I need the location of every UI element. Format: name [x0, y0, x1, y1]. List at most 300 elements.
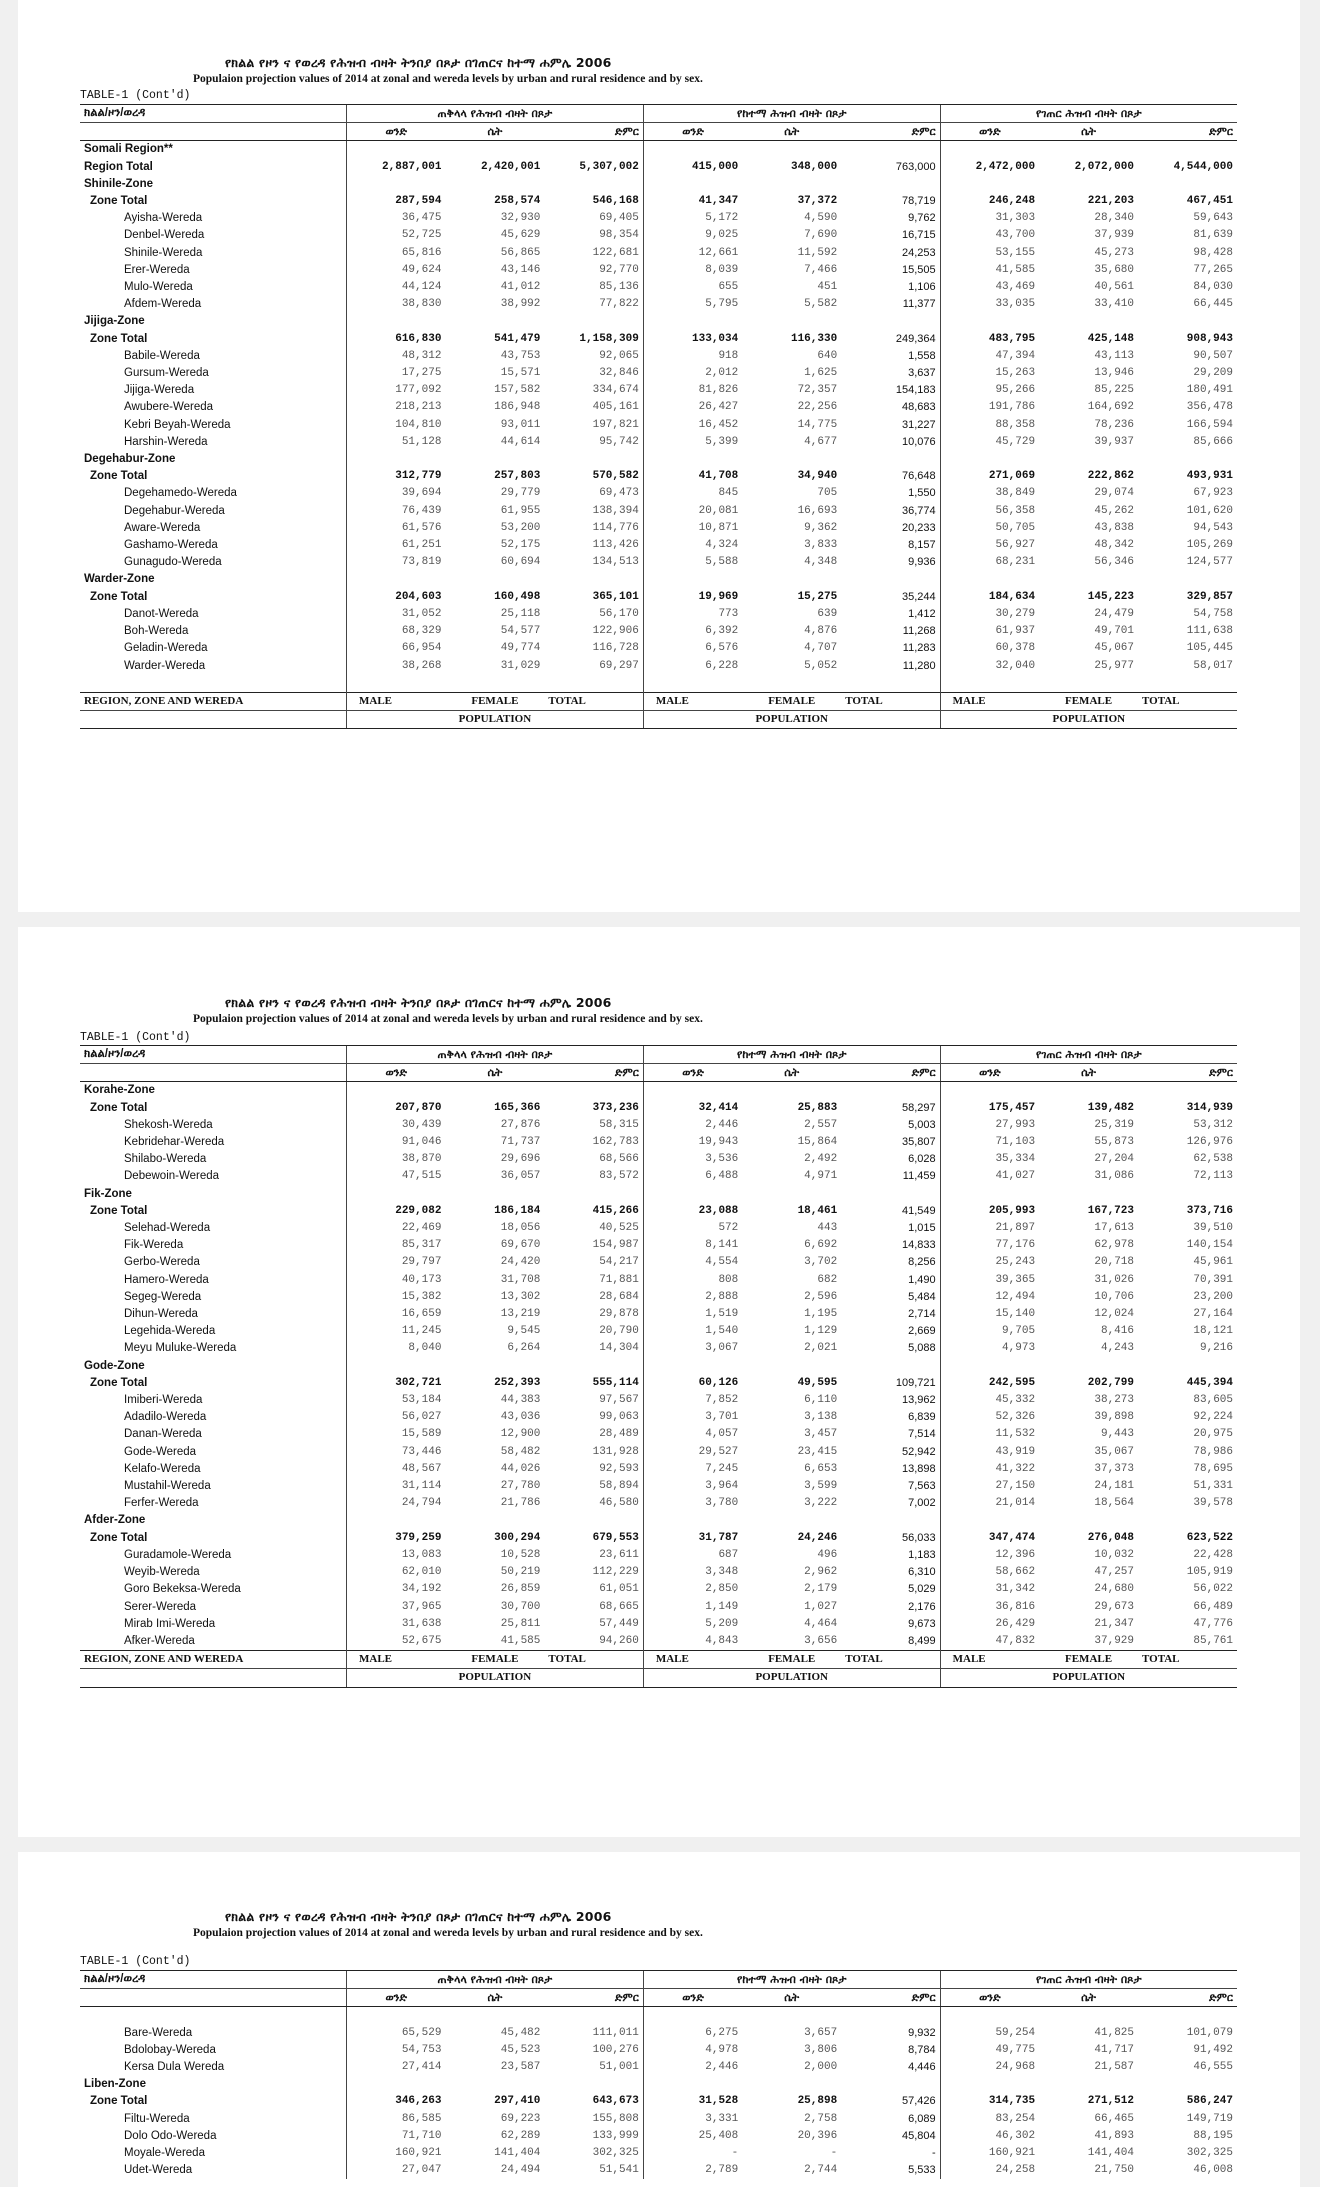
value-cell: 32,846	[599, 367, 639, 380]
value-cell	[643, 1186, 742, 1203]
row-name: Legehida-Wereda	[124, 1325, 216, 1338]
footer-population: POPULATION	[347, 711, 644, 729]
value-cell: 77,822	[599, 298, 639, 311]
value-cell: 1,027	[804, 1600, 838, 1613]
value-cell: 6,228	[643, 658, 742, 675]
value-cell: 271,512	[1087, 2095, 1134, 2108]
value-cell: 58,297	[901, 1101, 936, 1114]
value-cell: 918	[643, 348, 742, 365]
footer-female: FEMALE	[742, 1651, 841, 1669]
value-cell: 25,883	[797, 1101, 838, 1114]
value-cell: 2,072,000	[1074, 160, 1134, 173]
value-cell: 49,774	[500, 642, 541, 655]
spacer-row	[80, 675, 1237, 693]
value-cell: 7,245	[643, 1461, 742, 1478]
value-cell	[1138, 675, 1237, 693]
value-cell	[1138, 2007, 1237, 2025]
value-cell	[544, 1186, 643, 1203]
value-cell: 19,969	[643, 589, 742, 606]
value-cell: 8,141	[643, 1237, 742, 1254]
value-cell: -	[830, 2147, 838, 2160]
value-cell: 8,784	[908, 2043, 936, 2056]
table-header-groups	[80, 1971, 1237, 1989]
value-cell: 56,170	[599, 607, 639, 620]
value-cell: 2,714	[908, 1308, 936, 1321]
value-cell	[1138, 571, 1237, 588]
total-row	[80, 1375, 1237, 1392]
value-cell: 12,494	[940, 1289, 1039, 1306]
value-cell: 555,114	[592, 1376, 639, 1389]
footer-total: TOTAL	[841, 692, 940, 710]
value-cell: 33,035	[940, 296, 1039, 313]
value-cell: 246,248	[940, 193, 1039, 210]
value-cell: 27,876	[500, 1118, 541, 1131]
value-cell: 45,332	[940, 1392, 1039, 1409]
table-row	[80, 1254, 1237, 1271]
value-cell: 24,420	[500, 1256, 541, 1269]
value-cell: 257,803	[494, 470, 541, 483]
value-cell	[347, 176, 446, 193]
value-cell	[742, 451, 841, 468]
column-header-total: ድምር	[544, 1064, 643, 1082]
value-cell: 1,550	[908, 487, 936, 500]
value-cell: 77,176	[940, 1237, 1039, 1254]
value-cell: 105,919	[1186, 1566, 1233, 1579]
table-row	[80, 2059, 1237, 2076]
value-cell: 37,372	[797, 195, 838, 208]
value-cell: 623,522	[1186, 1531, 1233, 1544]
value-cell	[940, 571, 1039, 588]
value-cell: 56,865	[500, 246, 541, 259]
value-cell: 229,082	[347, 1203, 446, 1220]
column-header-male: ወንድ	[643, 1989, 742, 2007]
value-cell: 4,554	[643, 1254, 742, 1271]
value-cell: 249,364	[895, 332, 936, 345]
value-cell: 111,638	[1186, 625, 1233, 638]
value-cell: 31,114	[347, 1478, 446, 1495]
value-cell: 30,700	[500, 1600, 541, 1613]
row-name: Fik-Zone	[84, 1187, 132, 1200]
table-row	[80, 348, 1237, 365]
value-cell: 65,816	[347, 245, 446, 262]
page-title-english: Populaion projection values of 2014 at zonal and wereda levels by urban and rural residence and by sex.	[193, 1927, 703, 1939]
value-cell: 43,919	[940, 1444, 1039, 1461]
table-row	[80, 399, 1237, 416]
row-name: Zone Total	[90, 1204, 148, 1217]
value-cell: 109,721	[895, 1376, 936, 1389]
value-cell: 52,326	[940, 1409, 1039, 1426]
table-row	[80, 262, 1237, 279]
value-cell: 46,555	[1193, 2061, 1233, 2073]
value-cell: 69,297	[599, 659, 639, 672]
row-name: Geladin-Wereda	[124, 642, 208, 655]
value-cell: 2,744	[804, 2164, 838, 2177]
value-cell	[643, 451, 742, 468]
value-cell: 908,943	[1186, 332, 1233, 345]
value-cell: 43,753	[500, 349, 541, 362]
value-cell: 202,799	[1087, 1376, 1134, 1389]
value-cell: 78,719	[901, 195, 936, 208]
row-name: Serer-Wereda	[124, 1600, 197, 1613]
value-cell: 68,566	[599, 1153, 639, 1166]
value-cell: 31,638	[347, 1616, 446, 1633]
table-row	[80, 658, 1237, 675]
value-cell: 93,011	[500, 418, 541, 431]
value-cell: 22,428	[1193, 1548, 1233, 1561]
value-cell: 6,653	[804, 1462, 838, 1475]
table-row	[80, 434, 1237, 451]
footer-male: MALE	[347, 692, 446, 710]
table-row	[80, 1237, 1237, 1254]
value-cell: 36,475	[347, 210, 446, 227]
column-header-female: ሴት	[1039, 1989, 1138, 2007]
table-row	[80, 520, 1237, 537]
total-row	[80, 159, 1237, 176]
value-cell	[643, 571, 742, 588]
value-cell: 20,975	[1193, 1428, 1233, 1441]
column-header-male: ወንድ	[347, 1064, 446, 1082]
value-cell: 13,219	[500, 1308, 541, 1321]
value-cell: 1,625	[804, 367, 838, 380]
row-name: Zone Total	[90, 1376, 148, 1389]
value-cell: 56,346	[1094, 556, 1134, 569]
value-cell: 155,808	[592, 2112, 639, 2125]
column-header-female: ሴት	[445, 1064, 544, 1082]
value-cell: 2,596	[804, 1290, 838, 1303]
value-cell: 6,089	[908, 2112, 936, 2125]
page-title-english: Populaion projection values of 2014 at zonal and wereda levels by urban and rural residence and by sex.	[193, 73, 703, 85]
column-group-urban: የከተማ ሕዝብ ብዛት በጾታ	[643, 1971, 940, 1989]
value-cell: 48,342	[1094, 539, 1134, 552]
value-cell: 2,669	[908, 1325, 936, 1338]
row-name: Shinile-Wereda	[124, 246, 203, 259]
value-cell: 66,445	[1193, 298, 1233, 311]
value-cell: 20,396	[797, 2129, 838, 2142]
footer-female: FEMALE	[445, 692, 544, 710]
value-cell: 191,786	[940, 399, 1039, 416]
row-name: Danot-Wereda	[124, 607, 199, 620]
column-header-total: ድምር	[544, 123, 643, 141]
value-cell	[742, 1186, 841, 1203]
value-cell: 43,700	[940, 227, 1039, 244]
value-cell: 138,394	[592, 504, 639, 517]
value-cell	[841, 1358, 940, 1375]
page-title-amharic: የክልል የዞን ና የወረዳ የሕዝብ ብዛት ትንበያ በጾታ በገጠርና ከተማ ሐምሌ 2006	[225, 995, 612, 1010]
value-cell: 62,538	[1193, 1153, 1233, 1166]
value-cell: 13,962	[901, 1394, 936, 1407]
value-cell: 7,852	[643, 1392, 742, 1409]
footer-male: MALE	[940, 1651, 1039, 1669]
value-cell	[940, 141, 1039, 159]
value-cell: 43,036	[500, 1411, 541, 1424]
value-cell: 39,937	[1094, 435, 1134, 448]
value-cell: 25,118	[500, 607, 541, 620]
value-cell	[742, 1512, 841, 1529]
value-cell	[1039, 1358, 1138, 1375]
value-cell: 18,564	[1094, 1497, 1134, 1510]
value-cell: 4,978	[643, 2042, 742, 2059]
value-cell: 27,414	[347, 2059, 446, 2076]
column-header-region: ክልል/ዞን/ወረዳ	[80, 105, 347, 123]
value-cell	[1138, 1512, 1237, 1529]
value-cell: 31,303	[940, 210, 1039, 227]
value-cell: 52,675	[347, 1633, 446, 1651]
column-group-urban: የከተማ ሕዝብ ብዛት በጾታ	[643, 105, 940, 123]
row-name: Degehamedo-Wereda	[124, 487, 237, 500]
population-table	[80, 1970, 1237, 2179]
value-cell: 11,592	[797, 246, 838, 259]
column-header-female: ሴት	[1039, 123, 1138, 141]
value-cell: 38,830	[347, 296, 446, 313]
value-cell: 40,561	[1094, 281, 1134, 294]
value-cell: 15,864	[797, 1136, 838, 1149]
value-cell: 5,533	[908, 2164, 936, 2177]
value-cell: 10,032	[1094, 1548, 1134, 1561]
column-group-urban: የከተማ ሕዝብ ብዛት በጾታ	[643, 1046, 940, 1064]
value-cell: 62,010	[347, 1564, 446, 1581]
value-cell: 78,695	[1193, 1462, 1233, 1475]
value-cell: 45,629	[500, 229, 541, 242]
value-cell	[1039, 571, 1138, 588]
value-cell	[841, 2007, 940, 2025]
value-cell	[347, 2007, 446, 2025]
value-cell: 546,168	[592, 195, 639, 208]
value-cell: 222,862	[1087, 470, 1134, 483]
value-cell: 29,209	[1193, 367, 1233, 380]
value-cell: 58,894	[599, 1480, 639, 1493]
value-cell: 84,030	[1193, 281, 1233, 294]
value-cell: 88,195	[1193, 2129, 1233, 2142]
value-cell: 13,946	[1094, 367, 1134, 380]
value-cell: 3,536	[643, 1151, 742, 1168]
table-row	[80, 1272, 1237, 1289]
value-cell: 124,577	[1186, 556, 1233, 569]
value-cell: 45,523	[500, 2043, 541, 2056]
value-cell	[940, 1186, 1039, 1203]
value-cell: 639	[817, 607, 838, 620]
value-cell: 160,921	[940, 2145, 1039, 2162]
page-title-english: Populaion projection values of 2014 at zonal and wereda levels by urban and rural residence and by sex.	[193, 1013, 703, 1025]
value-cell: 242,595	[940, 1375, 1039, 1392]
value-cell: 4,876	[804, 625, 838, 638]
value-cell: 61,251	[347, 537, 446, 554]
value-cell: 24,494	[500, 2164, 541, 2177]
value-cell	[544, 675, 643, 693]
value-cell: 22,469	[347, 1220, 446, 1237]
value-cell: 2,179	[804, 1583, 838, 1596]
row-name: Aware-Wereda	[124, 521, 201, 534]
value-cell: 3,964	[643, 1478, 742, 1495]
value-cell: 5,307,002	[579, 160, 639, 173]
value-cell: 2,000	[804, 2061, 838, 2073]
value-cell	[643, 141, 742, 159]
value-cell: 51,331	[1193, 1480, 1233, 1493]
value-cell: 541,479	[494, 332, 541, 345]
row-name: Kebridehar-Wereda	[124, 1136, 225, 1149]
value-cell	[445, 1512, 544, 1529]
value-cell: 8,416	[1100, 1325, 1134, 1338]
value-cell: 21,750	[1094, 2164, 1134, 2177]
value-cell: 483,795	[940, 331, 1039, 348]
value-cell: 37,939	[1094, 229, 1134, 242]
value-cell: 1,129	[804, 1325, 838, 1338]
value-cell: 4,446	[908, 2061, 936, 2073]
row-name: Hamero-Wereda	[124, 1273, 209, 1286]
value-cell: 7,466	[804, 263, 838, 276]
value-cell: 41,012	[500, 281, 541, 294]
row-name: Boh-Wereda	[124, 625, 189, 638]
value-cell: 405,161	[592, 401, 639, 414]
footer-total: TOTAL	[544, 692, 643, 710]
value-cell: 58,315	[599, 1118, 639, 1131]
value-cell: 496	[817, 1548, 838, 1561]
column-group-total: ጠቅላላ የሕዝብ ብዛት በጾታ	[347, 105, 644, 123]
value-cell: 4,707	[804, 642, 838, 655]
value-cell: 31,342	[940, 1581, 1039, 1598]
value-cell: 38,992	[500, 298, 541, 311]
value-cell: 81,826	[643, 382, 742, 399]
table-row	[80, 1134, 1237, 1151]
value-cell: 682	[817, 1273, 838, 1286]
value-cell	[841, 571, 940, 588]
value-cell: 60,126	[643, 1375, 742, 1392]
value-cell: 586,247	[1186, 2095, 1233, 2108]
value-cell: 105,269	[1186, 539, 1233, 552]
value-cell	[445, 1186, 544, 1203]
value-cell: 29,779	[500, 487, 541, 500]
value-cell: 2,758	[804, 2112, 838, 2125]
row-name	[80, 675, 347, 693]
value-cell: 20,718	[1094, 1256, 1134, 1269]
row-name: Ferfer-Wereda	[124, 1497, 199, 1510]
value-cell: 35,680	[1094, 263, 1134, 276]
value-cell: 11,532	[940, 1426, 1039, 1443]
value-cell: 204,603	[347, 589, 446, 606]
value-cell: 184,634	[940, 589, 1039, 606]
value-cell: 9,545	[507, 1325, 541, 1338]
column-group-rural: የገጠር ሕዝብ ብዛት በጾታ	[940, 1046, 1237, 1064]
value-cell: 53,312	[1193, 1118, 1233, 1131]
value-cell: 160,498	[494, 590, 541, 603]
value-cell: 92,770	[599, 263, 639, 276]
row-name: Zone Total	[90, 1531, 148, 1544]
zone-label-row	[80, 313, 1237, 330]
footer-male: MALE	[940, 692, 1039, 710]
row-name: Afker-Wereda	[124, 1634, 195, 1647]
value-cell: 258,574	[494, 195, 541, 208]
column-header-total: ድምር	[1138, 1064, 1237, 1082]
value-cell	[1039, 141, 1138, 159]
value-cell: 379,259	[347, 1530, 446, 1547]
value-cell: 68,665	[599, 1600, 639, 1613]
value-cell: 197,821	[592, 418, 639, 431]
footer-male: MALE	[347, 1651, 446, 1669]
value-cell: 302,721	[347, 1375, 446, 1392]
footer-region-label: REGION, ZONE AND WEREDA	[80, 692, 347, 710]
value-cell: 43,146	[500, 263, 541, 276]
value-cell	[347, 1186, 446, 1203]
value-cell	[347, 571, 446, 588]
column-header-male: ወንድ	[347, 123, 446, 141]
value-cell: 29,074	[1094, 487, 1134, 500]
value-cell	[445, 451, 544, 468]
value-cell: 46,302	[940, 2128, 1039, 2145]
value-cell: 643,673	[592, 2095, 639, 2108]
value-cell: 3,637	[908, 367, 936, 380]
value-cell: 100,276	[592, 2043, 639, 2056]
table-row	[80, 296, 1237, 313]
value-cell: 113,426	[592, 539, 639, 552]
zone-label-row	[80, 1358, 1237, 1375]
row-name: Erer-Wereda	[124, 263, 190, 276]
value-cell: 177,092	[347, 382, 446, 399]
value-cell: 41,027	[940, 1168, 1039, 1185]
value-cell: 40,173	[347, 1272, 446, 1289]
row-name: Guradamole-Wereda	[124, 1548, 232, 1561]
value-cell: 297,410	[494, 2095, 541, 2108]
value-cell: 9,443	[1100, 1428, 1134, 1441]
value-cell: 1,490	[908, 1273, 936, 1286]
value-cell: 7,563	[908, 1480, 936, 1493]
value-cell: 97,567	[599, 1394, 639, 1407]
value-cell: 14,775	[797, 418, 838, 431]
value-cell	[841, 1082, 940, 1100]
footer-population: POPULATION	[940, 711, 1237, 729]
value-cell: 59,254	[940, 2025, 1039, 2042]
value-cell: 6,275	[643, 2025, 742, 2042]
value-cell: 451	[817, 281, 838, 294]
footer-female: FEMALE	[1039, 692, 1138, 710]
table-row	[80, 1117, 1237, 1134]
value-cell: 6,839	[908, 1411, 936, 1424]
value-cell: 49,595	[797, 1376, 838, 1389]
value-cell: 24,968	[940, 2059, 1039, 2076]
value-cell: 76,439	[347, 503, 446, 520]
value-cell	[643, 675, 742, 693]
value-cell: 11,283	[902, 642, 936, 655]
value-cell: 65,529	[347, 2025, 446, 2042]
footer-population: POPULATION	[940, 1669, 1237, 1687]
row-name: Imiberi-Wereda	[124, 1394, 203, 1407]
value-cell: 12,396	[940, 1547, 1039, 1564]
value-cell: 72,113	[1193, 1170, 1233, 1183]
value-cell: 31,086	[1094, 1170, 1134, 1183]
value-cell: 164,692	[1087, 401, 1134, 414]
value-cell: 149,719	[1186, 2112, 1233, 2125]
value-cell: 53,184	[347, 1392, 446, 1409]
value-cell	[1138, 1186, 1237, 1203]
value-cell	[445, 675, 544, 693]
value-cell: 5,588	[643, 554, 742, 571]
value-cell	[643, 1358, 742, 1375]
value-cell: 2,021	[804, 1342, 838, 1355]
value-cell: 69,405	[599, 212, 639, 225]
value-cell: 23,611	[599, 1548, 639, 1561]
value-cell: 44,383	[500, 1394, 541, 1407]
value-cell: 69,223	[500, 2112, 541, 2125]
row-name	[80, 2007, 347, 2025]
value-cell: 365,101	[592, 590, 639, 603]
value-cell: 101,620	[1186, 504, 1233, 517]
value-cell: 56,022	[1193, 1583, 1233, 1596]
value-cell: 61,051	[599, 1583, 639, 1596]
column-header-female: ሴት	[1039, 1064, 1138, 1082]
value-cell: 44,026	[500, 1462, 541, 1475]
value-cell: 58,662	[940, 1564, 1039, 1581]
value-cell: 11,377	[902, 298, 936, 311]
column-header-total: ድምር	[841, 123, 940, 141]
table-row	[80, 2111, 1237, 2128]
